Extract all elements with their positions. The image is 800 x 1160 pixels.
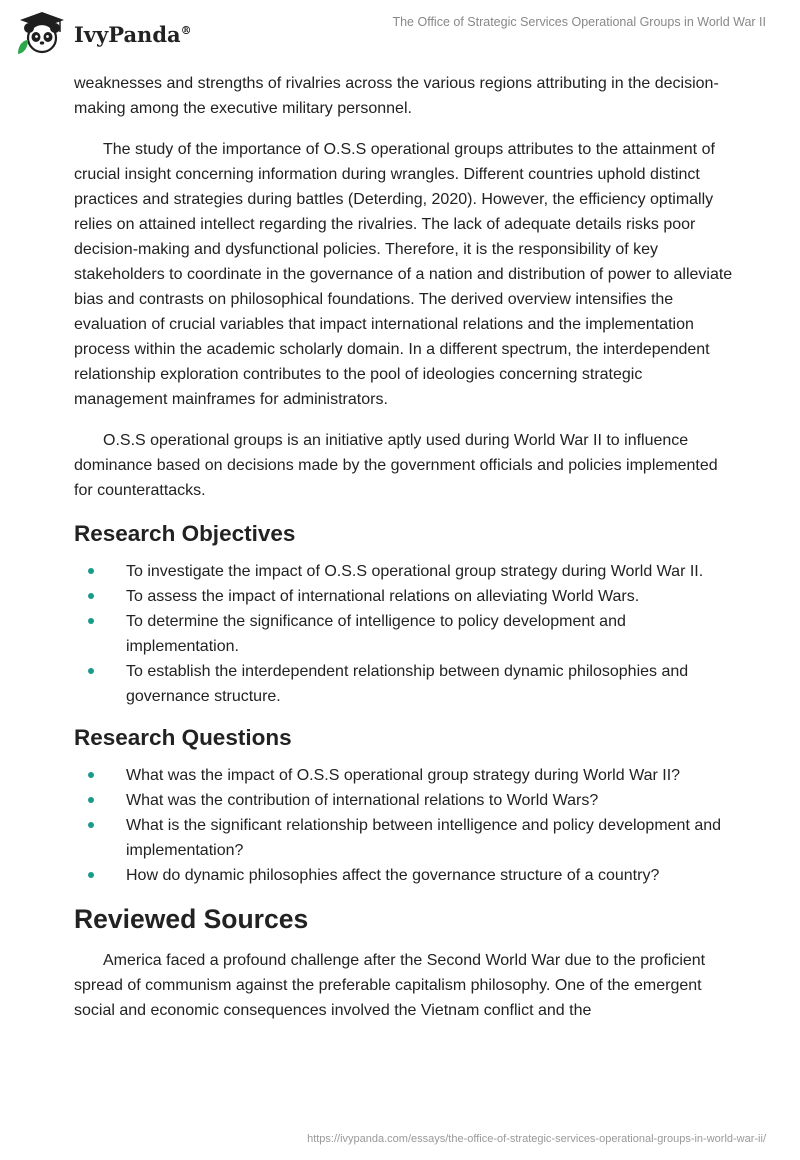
section-heading-questions: Research Questions	[74, 725, 292, 750]
bullet-icon	[88, 872, 94, 878]
brand-logo[interactable]	[14, 10, 192, 56]
list-item: What is the significant relationship between intelligence and policy development and implementation?	[74, 813, 734, 863]
document-title: The Office of Strategic Services Operational Groups in World War II	[392, 15, 766, 29]
bullet-icon	[88, 668, 94, 674]
objectives-list	[74, 559, 734, 709]
section-heading-sources: Reviewed Sources	[74, 904, 309, 934]
list-item: What was the impact of O.S.S operational group strategy during World War II?	[74, 763, 734, 788]
list-item: To determine the significance of intelligence to policy development and implementation.	[74, 609, 734, 659]
list-item: To assess the impact of international relations on alleviating World Wars.	[74, 584, 734, 609]
questions-list	[74, 763, 734, 888]
essay-content	[74, 71, 734, 1039]
paragraph: O.S.S operational groups is an initiative aptly used during World War II to influence dominance based on decisions made by the government officials and policies implemented for counterattacks.	[74, 432, 718, 499]
page-header	[0, 0, 800, 70]
list-item: How do dynamic philosophies affect the governance structure of a country?	[74, 863, 734, 888]
paragraph: America faced a profound challenge after the Second World War due to the proficient spread of communism against the preferable capitalism philosophy. One of the emergent social and economic consequences involved the Vietnam conflict and the	[74, 952, 706, 1019]
bullet-icon	[88, 772, 94, 778]
list-item: To investigate the impact of O.S.S operational group strategy during World War II.	[74, 559, 734, 584]
bullet-icon	[88, 797, 94, 803]
section-heading-objectives: Research Objectives	[74, 521, 296, 546]
panda-graduate-icon	[14, 10, 70, 56]
bullet-icon	[88, 593, 94, 599]
paragraph: weaknesses and strengths of rivalries across the various regions attributing in the decision-making among the executive military personnel.	[74, 75, 719, 117]
list-item: To establish the interdependent relationship between dynamic philosophies and governance structure.	[74, 659, 734, 709]
source-url[interactable]: https://ivypanda.com/essays/the-office-of-strategic-services-operational-groups-in-world-war-ii/	[307, 1133, 766, 1145]
bullet-icon	[88, 618, 94, 624]
bullet-icon	[88, 822, 94, 828]
paragraph: The study of the importance of O.S.S operational groups attributes to the attainment of crucial insight concerning information during wrangles. Different countries uphold distinct practices and strategies during battles (Deterding, 2020). However, the efficiency optimally relies on attained intellect regarding the rivalries. The lack of adequate details risks poor decision-making and dysfunctional policies. Therefore, it is the responsibility of key stakeholders to coordinate in the governance of a nation and distribution of power to alleviate bias and contrasts on philosophical foundations. The derived overview intensifies the evaluation of crucial variables that impact international relations and the implementation process within the academic scholarly domain. In a different spectrum, the interdependent relationship exploration contributes to the pool of ideologies concerning strategic management mainframes for administrators.	[74, 141, 733, 408]
brand-name: IvyPanda®	[74, 21, 192, 47]
list-item: What was the contribution of international relations to World Wars?	[74, 788, 734, 813]
bullet-icon	[88, 568, 94, 574]
